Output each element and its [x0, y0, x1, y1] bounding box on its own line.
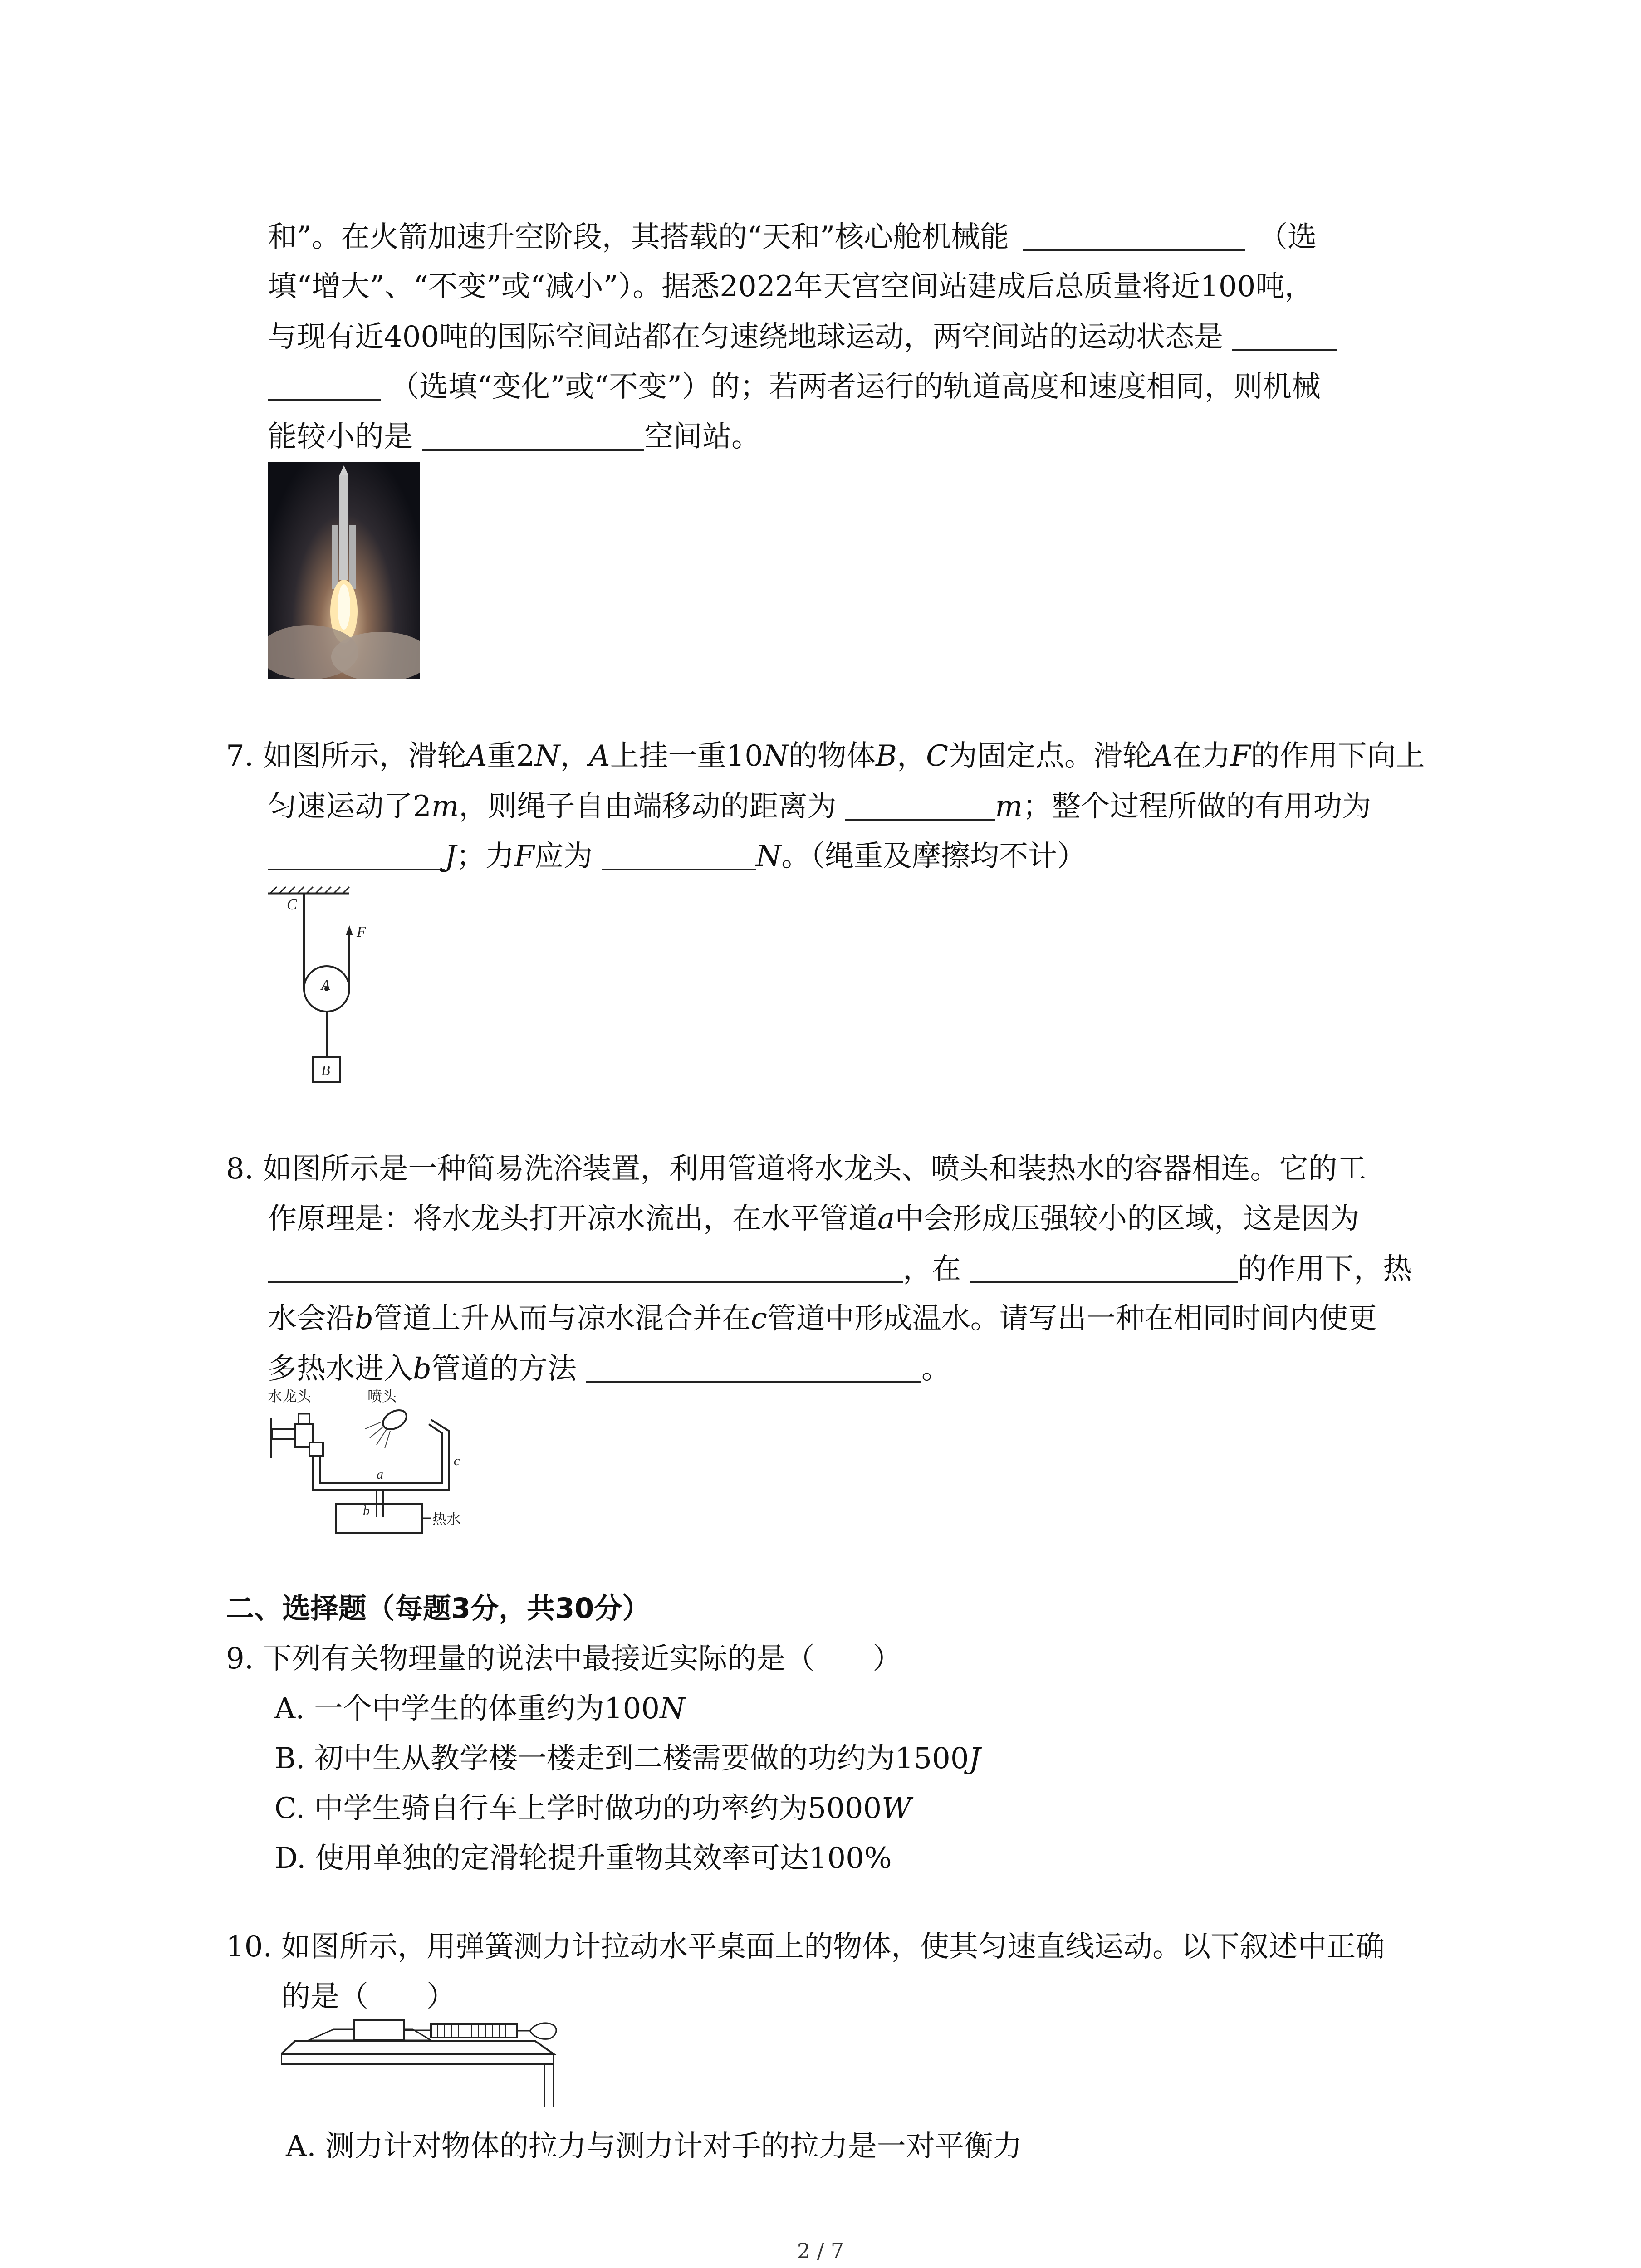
q9-option-a[interactable]: A. 一个中学生的体重约为100N	[274, 1692, 686, 1725]
svg-text:水龙头: 水龙头	[268, 1388, 312, 1405]
q7-line-3: J；力F应为 N。（绳重及摩擦均不计）	[268, 841, 1086, 871]
q6-line-3: 与现有近400吨的国际空间站都在匀速绕地球运动，两空间站的运动状态是	[268, 322, 1337, 352]
answer-blank[interactable]	[1023, 222, 1245, 251]
q6-line-2: 填“增大”、“不变”或“减小”）。据悉2022年天宫空间站建成后总质量将近100吨，	[268, 270, 1314, 303]
shower-device-diagram	[268, 1386, 504, 1535]
q8-line-3: ，在 的作用下，热	[268, 1254, 1412, 1284]
svg-text:c: c	[454, 1453, 460, 1468]
q6-line-5: 能较小的是 空间站。	[268, 420, 760, 454]
svg-text:a: a	[377, 1467, 383, 1482]
answer-blank[interactable]	[1232, 322, 1337, 351]
q8-line-4: 水会沿b管道上升从而与凉水混合并在c管道中形成温水。请写出一种在相同时间内使更	[268, 1302, 1377, 1335]
q9-option-d[interactable]: D. 使用单独的定滑轮提升重物其效率可达100%	[274, 1842, 892, 1875]
q10-line-1: 10. 如图所示，用弹簧测力计拉动水平桌面上的物体，使其匀速直线运动。以下叙述中正确	[226, 1930, 1385, 1964]
q7-line-1: 7. 如图所示，滑轮A重2N，A上挂一重10N的物体B，C为固定点。滑轮A在力F的作用下向上	[226, 739, 1425, 773]
q10-option-a[interactable]: A. 测力计对物体的拉力与测力计对手的拉力是一对平衡力	[286, 2130, 1022, 2163]
q9-option-b[interactable]: B. 初中生从教学楼一楼走到二楼需要做的功约为1500J	[274, 1742, 981, 1775]
rocket-launch-photo	[268, 462, 420, 679]
label-A: A	[321, 977, 330, 993]
q9-stem: 9. 下列有关物理量的说法中最接近实际的是（ ）	[226, 1642, 902, 1676]
q8-line-2: 作原理是：将水龙头打开凉水流出，在水平管道a中会形成压强较小的区域，这是因为	[268, 1202, 1360, 1236]
answer-blank[interactable]	[602, 841, 756, 870]
q6-line-1: 和”。在火箭加速升空阶段，其搭载的“天和”核心舱机械能 （选	[268, 220, 1317, 254]
answer-blank[interactable]	[970, 1254, 1238, 1283]
q8-line-1: 8. 如图所示是一种简易洗浴装置，利用管道将水龙头、喷头和装热水的容器相连。它的工	[226, 1152, 1367, 1186]
q8-line-5: 多热水进入b管道的方法 。	[268, 1352, 950, 1386]
label-C: C	[287, 896, 297, 913]
answer-blank[interactable]	[268, 1254, 903, 1283]
svg-text:喷头: 喷头	[367, 1388, 397, 1405]
answer-blank[interactable]	[268, 372, 381, 401]
answer-blank[interactable]	[268, 841, 445, 870]
label-B: B	[321, 1062, 330, 1078]
section-heading: 二、选择题（每题3分，共30分）	[226, 1592, 651, 1625]
q6-line-4: （选填“变化”或“不变”）的；若两者运行的轨道高度和速度相同，则机械	[268, 372, 1321, 401]
svg-text:b: b	[363, 1503, 370, 1518]
answer-blank[interactable]	[845, 792, 995, 821]
answer-blank[interactable]	[586, 1354, 921, 1383]
spring-scale-table-diagram	[281, 2014, 563, 2109]
answer-blank[interactable]	[422, 422, 644, 451]
q10-line-2: 的是（ ）	[281, 1980, 456, 2014]
page-number: 2 / 7	[797, 2239, 844, 2263]
q7-line-2: 匀速运动了2m，则绳子自由端移动的距离为 m；整个过程所做的有用功为	[268, 790, 1372, 823]
pulley-diagram	[263, 885, 381, 1093]
label-F: F	[357, 924, 366, 940]
svg-text:热水: 热水	[432, 1510, 461, 1528]
q9-option-c[interactable]: C. 中学生骑自行车上学时做功的功率约为5000W	[274, 1792, 912, 1825]
